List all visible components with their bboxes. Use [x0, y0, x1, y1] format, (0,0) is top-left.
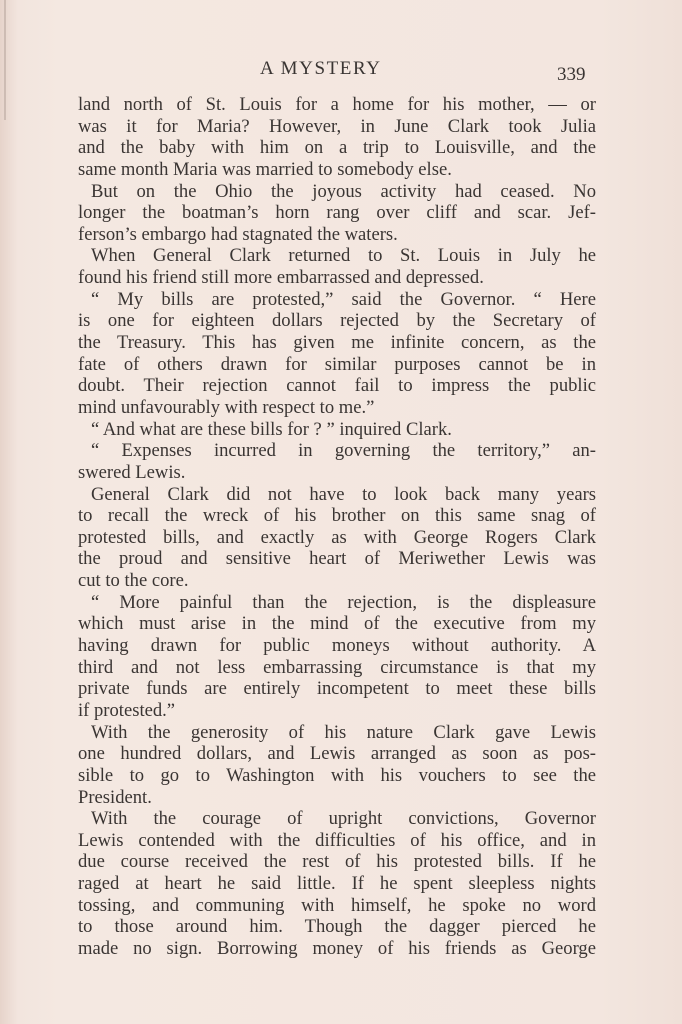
text-line: “ And what are these bills for ? ” inquired Clark. [91, 418, 452, 440]
text-line: if protested.” [78, 699, 176, 721]
page-number: 339 [557, 64, 586, 85]
text-line: is one for eighteen dollars rejected by the Secretary of [78, 310, 596, 332]
text-line: longer the boatman’s horn rang over cliff and scar. Jef- [78, 202, 596, 224]
text-line: mind unfavourably with respect to me.” [78, 396, 375, 418]
text-line: raged at heart he said little. If he spent sleepless nights [78, 873, 596, 895]
text-line: But on the Ohio the joyous activity had ceased. No [91, 180, 596, 202]
text-line: With the generosity of his nature Clark gave Lewis [91, 721, 596, 743]
text-line: made no sign. Borrowing money of his friends as George [78, 937, 596, 959]
text-line: protested bills, and exactly as with George Rogers Clark [78, 526, 596, 548]
body-text [78, 94, 596, 960]
text-line: sible to go to Washington with his vouchers to see the [78, 764, 596, 786]
text-line: cut to the core. [78, 570, 189, 592]
text-line: one hundred dollars, and Lewis arranged as soon as pos- [78, 743, 596, 765]
text-line: swered Lewis. [78, 461, 186, 483]
text-line: General Clark did not have to look back many years [91, 483, 596, 505]
text-line: President. [78, 786, 152, 808]
text-line: tossing, and communing with himself, he spoke no word [78, 894, 596, 916]
text-line: third and not less embarrassing circumstance is that my [78, 656, 596, 678]
text-line: which must arise in the mind of the executive from my [78, 613, 596, 635]
text-line: to recall the wreck of his brother on this same snag of [78, 505, 596, 527]
text-line: same month Maria was married to somebody else. [78, 158, 452, 180]
text-line: having drawn for public moneys without authority. A [78, 635, 596, 657]
text-line: “ Expenses incurred in governing the territory,” an- [91, 440, 596, 462]
text-line: due course received the rest of his protested bills. If he [78, 851, 596, 873]
text-line: the Treasury. This has given me infinite concern, as the [78, 332, 596, 354]
text-line: to those around him. Though the dagger pierced he [78, 916, 596, 938]
text-line: “ More painful than the rejection, is the displeasure [91, 591, 596, 613]
text-line: found his friend still more embarrassed and depressed. [78, 267, 484, 289]
text-line: ferson’s embargo had stagnated the waters. [78, 223, 398, 245]
text-line: was it for Maria? However, in June Clark took Julia [78, 115, 596, 137]
text-line: private funds are entirely incompetent to meet these bills [78, 678, 596, 700]
text-line: “ My bills are protested,” said the Governor. “ Here [91, 288, 596, 310]
text-line: land north of St. Louis for a home for his mother, — or [78, 94, 596, 115]
text-line: Lewis contended with the difficulties of his office, and in [78, 829, 596, 851]
text-line: fate of others drawn for similar purposes cannot be in [78, 353, 596, 375]
page-gutter-edge [4, 0, 6, 120]
text-line: and the baby with him on a trip to Louisville, and the [78, 137, 596, 159]
text-line: doubt. Their rejection cannot fail to impress the public [78, 375, 596, 397]
text-line: the proud and sensitive heart of Meriwether Lewis was [78, 548, 596, 570]
running-head: A MYSTERY [260, 58, 382, 79]
text-line: With the courage of upright convictions, Governor [91, 808, 596, 830]
text-line: When General Clark returned to St. Louis in July he [91, 245, 596, 267]
